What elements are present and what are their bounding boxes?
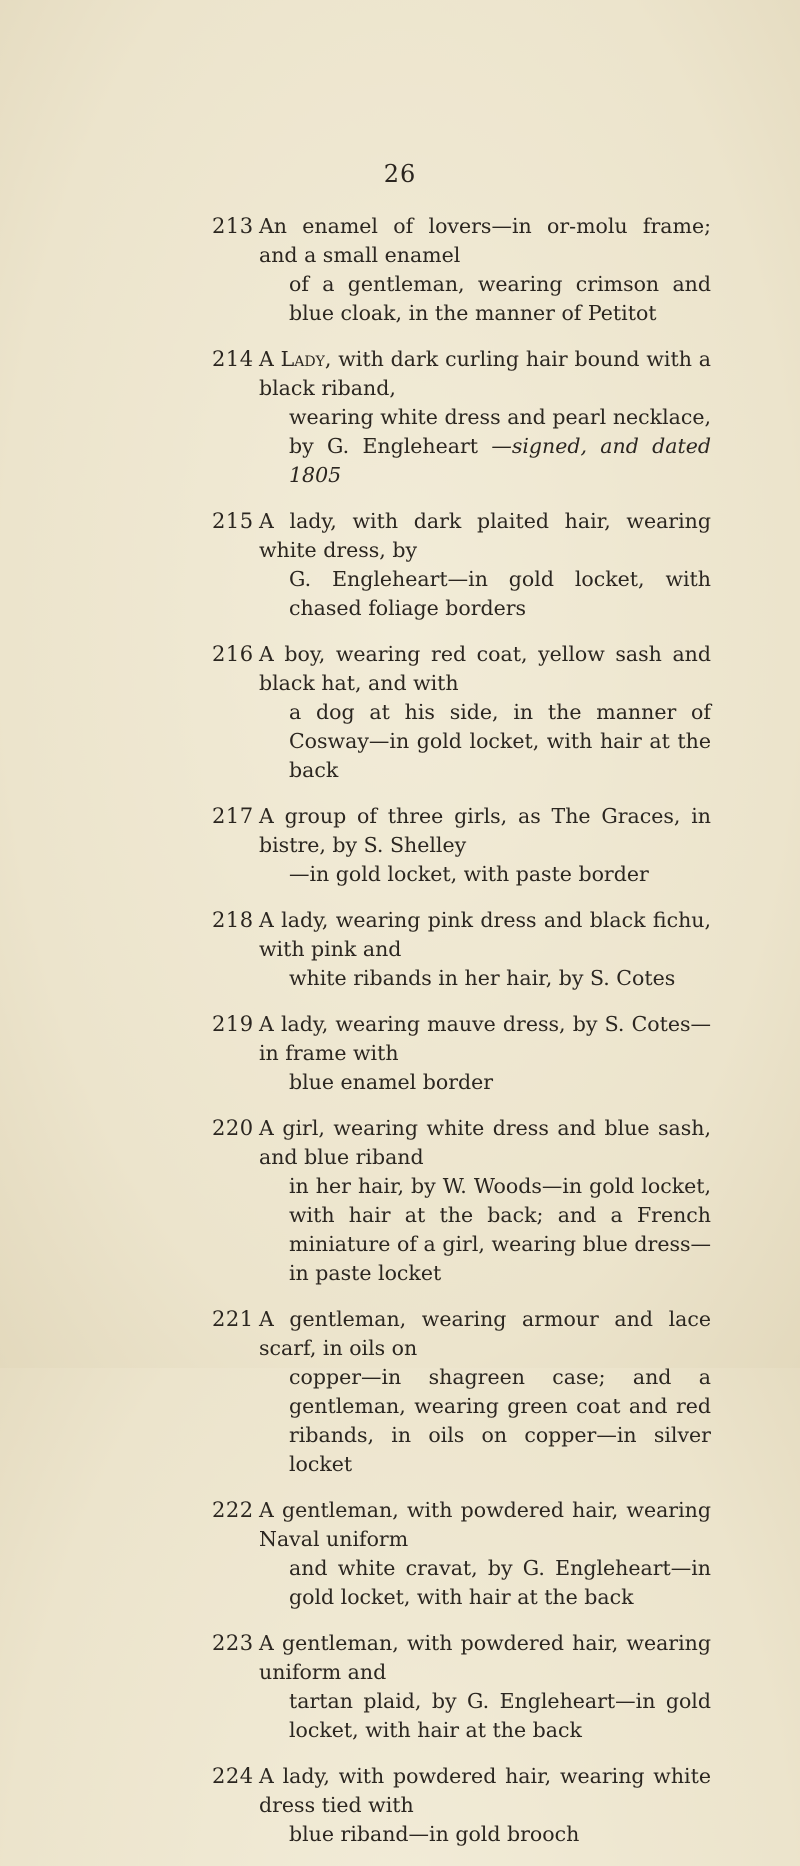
description-first-line: A girl, wearing white dress and blue sash, and blue riband — [259, 1116, 711, 1169]
lot-description — [259, 507, 711, 623]
catalogue-entries — [0, 212, 800, 1866]
description-continuation: a dog at his side, in the manner of Cosway—in gold locket, with hair at the back — [289, 700, 711, 782]
lot-number: 216 — [212, 642, 254, 666]
description-first-line: A gentleman, with powdered hair, wearing uniform and — [259, 1631, 711, 1684]
description-first-line: A lady, wearing pink dress and black fichu, with pink and — [259, 908, 711, 961]
description-continuation: —in gold locket, with paste border — [289, 862, 649, 886]
catalogue-entry — [0, 802, 800, 889]
description-first-line: A lady, with powdered hair, wearing white dress tied with — [259, 1764, 711, 1817]
catalogue-entry — [0, 1305, 800, 1479]
description-continuation: G. Engleheart—in gold locket, with chased foliage borders — [289, 567, 711, 620]
lot-number: 219 — [212, 1012, 254, 1036]
description-first-line: A Lady, with dark curling hair bound with a black riband, — [259, 347, 711, 400]
lot-number: 223 — [212, 1631, 254, 1655]
lot-description — [259, 1305, 711, 1479]
description-first-line: A gentleman, with powdered hair, wearing Naval uniform — [259, 1498, 711, 1551]
lot-number: 220 — [212, 1116, 254, 1140]
description-continuation: copper—in shagreen case; and a gentleman, wearing green coat and red ribands, in oils on copper—in silver locket — [289, 1365, 711, 1476]
catalogue-entry — [0, 1010, 800, 1097]
lot-description — [259, 802, 711, 889]
catalogue-entry — [0, 906, 800, 993]
lot-number: 217 — [212, 804, 254, 828]
page-number: 26 — [383, 160, 417, 188]
catalogue-entry — [0, 1496, 800, 1612]
lot-description — [259, 1114, 711, 1288]
lot-description — [259, 906, 711, 993]
description-first-line: A lady, with dark plaited hair, wearing white dress, by — [259, 509, 711, 562]
description-continuation: wearing white dress and pearl necklace, by G. Engleheart —signed, and dated 1805 — [289, 405, 711, 487]
catalogue-entry — [0, 640, 800, 785]
lot-description — [259, 345, 711, 490]
lot-number: 214 — [212, 347, 254, 371]
lot-number: 224 — [212, 1764, 254, 1788]
description-continuation: blue enamel border — [289, 1070, 494, 1094]
catalogue-entry — [0, 345, 800, 490]
lot-description — [259, 1010, 711, 1097]
description-continuation: in her hair, by W. Woods—in gold locket, with hair at the back; and a French miniature of a girl, wearing blue dress—in paste locket — [289, 1174, 711, 1285]
description-first-line: An enamel of lovers—in or-molu frame; and a small enamel — [259, 214, 711, 267]
lot-number: 213 — [212, 214, 254, 238]
lot-number: 218 — [212, 908, 254, 932]
description-continuation: white ribands in her hair, by S. Cotes — [289, 966, 676, 990]
lot-description — [259, 640, 711, 785]
catalogue-entry — [0, 212, 800, 328]
description-continuation: blue riband—in gold brooch — [289, 1822, 580, 1846]
lot-number: 215 — [212, 509, 254, 533]
lot-description — [259, 212, 711, 328]
lot-number: 222 — [212, 1498, 254, 1522]
description-first-line: A gentleman, wearing armour and lace scarf, in oils on — [259, 1307, 711, 1360]
description-continuation: and white cravat, by G. Engleheart—in gold locket, with hair at the back — [289, 1556, 711, 1609]
catalogue-entry — [0, 507, 800, 623]
description-continuation: tartan plaid, by G. Engleheart—in gold locket, with hair at the back — [289, 1689, 711, 1742]
description-first-line: A group of three girls, as The Graces, in bistre, by S. Shelley — [259, 804, 711, 857]
description-continuation: of a gentleman, wearing crimson and blue cloak, in the manner of Petitot — [289, 272, 711, 325]
lot-description — [259, 1629, 711, 1745]
description-first-line: A lady, wearing mauve dress, by S. Cotes—in frame with — [259, 1012, 711, 1065]
catalogue-entry — [0, 1762, 800, 1849]
description-first-line: A boy, wearing red coat, yellow sash and black hat, and with — [259, 642, 711, 695]
lot-number: 221 — [212, 1307, 254, 1331]
lot-description — [259, 1762, 711, 1849]
lot-description — [259, 1496, 711, 1612]
catalogue-entry — [0, 1114, 800, 1288]
catalogue-entry — [0, 1629, 800, 1745]
